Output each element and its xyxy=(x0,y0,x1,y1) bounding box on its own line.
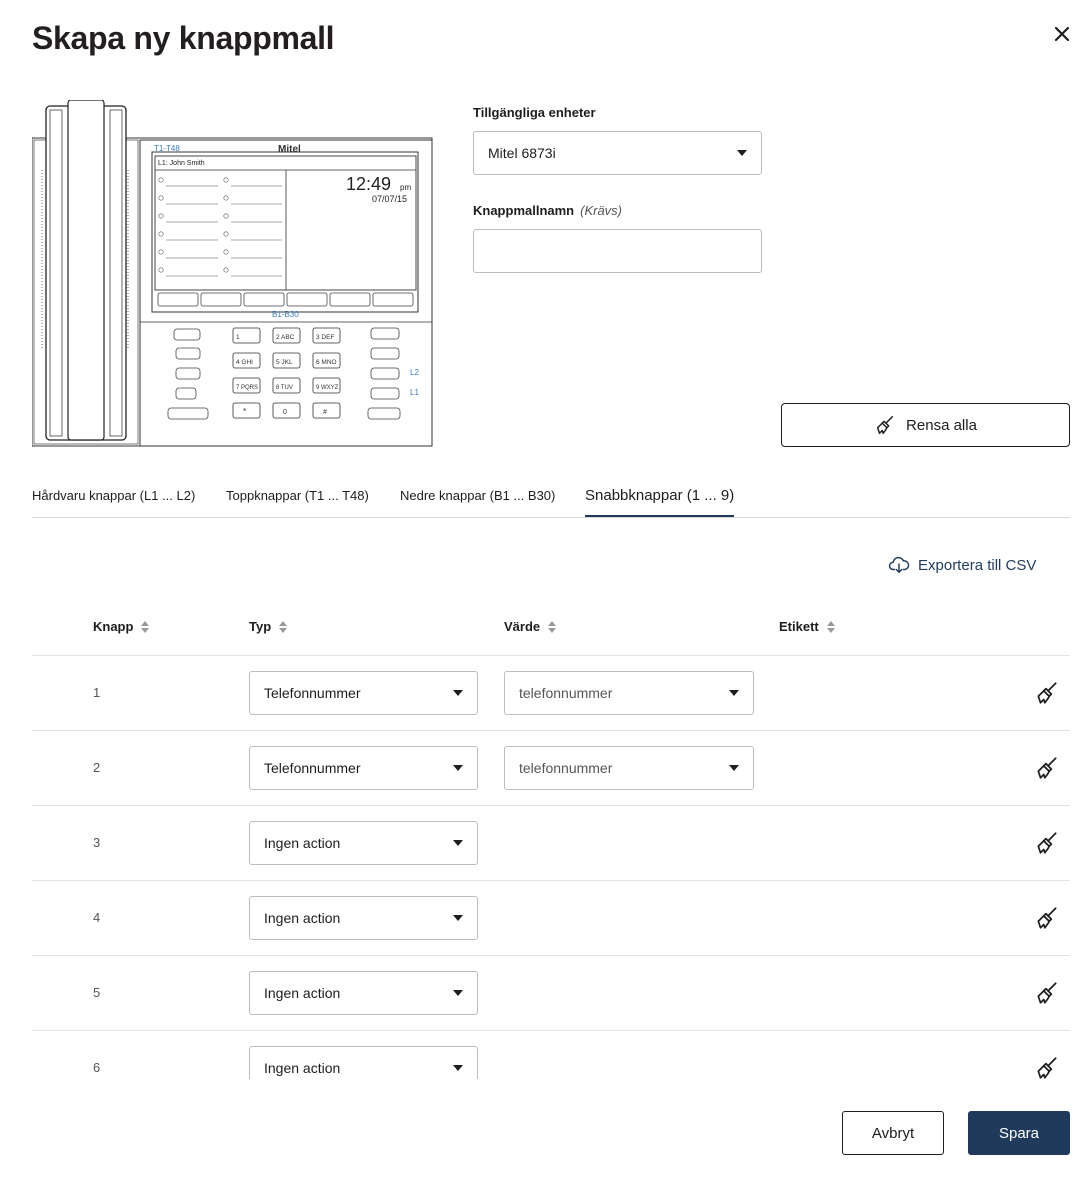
clear-all-label: Rensa alla xyxy=(906,416,977,434)
row-number: 3 xyxy=(93,835,101,850)
phone-key: 3 DEF xyxy=(316,334,335,341)
phone-l2-label: L2 xyxy=(410,368,419,377)
chevron-down-icon xyxy=(453,765,463,771)
row-number: 2 xyxy=(93,760,101,775)
phone-time: 12:49 xyxy=(346,174,392,194)
row-number: 6 xyxy=(93,1060,101,1075)
sort-icon xyxy=(141,621,149,633)
phone-key: 0 xyxy=(283,409,287,416)
type-select-value: Telefonnummer xyxy=(264,685,361,701)
chevron-down-icon xyxy=(729,765,739,771)
chevron-down-icon xyxy=(737,150,747,156)
device-select-value: Mitel 6873i xyxy=(488,145,556,161)
devices-label: Tillgängliga enheter xyxy=(473,105,596,120)
dialog-title: Skapa ny knappmall xyxy=(32,20,335,56)
phone-bottom-label: B1-B30 xyxy=(272,310,299,319)
phone-key: 1 xyxy=(236,334,240,341)
type-select[interactable] xyxy=(249,971,478,1015)
phone-top-label: T1-T48 xyxy=(154,144,180,153)
broom-icon[interactable] xyxy=(1034,905,1060,931)
phone-key: 5 JKL xyxy=(276,359,293,366)
value-select[interactable] xyxy=(504,671,754,715)
chevron-down-icon xyxy=(453,1065,463,1071)
tab-bar xyxy=(32,480,1070,518)
tab-bottom-keys[interactable]: Nedre knappar (B1 ... B30) xyxy=(400,488,556,503)
type-select[interactable] xyxy=(249,1046,478,1079)
export-csv-label: Exportera till CSV xyxy=(918,556,1037,574)
phone-key: 6 MNO xyxy=(316,359,337,366)
column-header-varde[interactable] xyxy=(504,619,556,634)
broom-icon[interactable] xyxy=(1034,755,1060,781)
value-select-value: telefonnummer xyxy=(519,685,613,701)
phone-date: 07/07/15 xyxy=(372,194,408,204)
type-select[interactable] xyxy=(249,746,478,790)
row-number: 1 xyxy=(93,685,101,700)
row-number: 4 xyxy=(93,910,101,925)
table-row xyxy=(32,880,1070,955)
phone-key: * xyxy=(243,407,247,416)
value-select[interactable] xyxy=(504,746,754,790)
broom-icon[interactable] xyxy=(1034,980,1060,1006)
column-header-typ[interactable] xyxy=(249,619,287,634)
template-name-input[interactable] xyxy=(473,229,762,273)
close-icon xyxy=(1054,26,1070,42)
device-select[interactable] xyxy=(473,131,762,175)
type-select-value: Ingen action xyxy=(264,1060,341,1076)
tab-speed-dial[interactable]: Snabbknappar (1 ... 9) xyxy=(585,487,734,517)
row-number: 5 xyxy=(93,985,101,1000)
column-header-label: Knapp xyxy=(93,619,134,634)
table-row xyxy=(32,730,1070,805)
cloud-download-icon xyxy=(888,556,910,574)
close-button[interactable] xyxy=(1048,20,1076,48)
type-select-value: Ingen action xyxy=(264,835,341,851)
sort-icon xyxy=(548,621,556,633)
type-select[interactable] xyxy=(249,821,478,865)
clear-all-button[interactable] xyxy=(781,403,1070,447)
broom-icon[interactable] xyxy=(1034,680,1060,706)
column-header-etikett[interactable] xyxy=(779,619,835,634)
type-select[interactable] xyxy=(249,896,478,940)
phone-illustration xyxy=(32,100,434,448)
table-body[interactable] xyxy=(32,655,1070,1079)
phone-ampm: pm xyxy=(400,183,412,192)
broom-icon[interactable] xyxy=(1034,830,1060,856)
column-header-label: Värde xyxy=(504,619,541,634)
chevron-down-icon xyxy=(453,915,463,921)
template-name-label-text: Knappmallnamn xyxy=(473,203,575,218)
chevron-down-icon xyxy=(453,690,463,696)
column-header-label: Etikett xyxy=(779,619,819,634)
chevron-down-icon xyxy=(729,690,739,696)
broom-icon[interactable] xyxy=(1034,1055,1060,1079)
template-name-label xyxy=(473,203,622,218)
phone-key: 9 WXYZ xyxy=(316,385,339,391)
table-row xyxy=(32,955,1070,1030)
type-select-value: Telefonnummer xyxy=(264,760,361,776)
phone-key: 7 PQRS xyxy=(236,385,259,391)
value-select-value: telefonnummer xyxy=(519,760,613,776)
chevron-down-icon xyxy=(453,840,463,846)
sort-icon xyxy=(279,621,287,633)
phone-brand: Mitel xyxy=(278,144,301,155)
phone-key: 4 GHI xyxy=(236,359,253,366)
chevron-down-icon xyxy=(453,990,463,996)
table-row xyxy=(32,805,1070,880)
phone-l1-label: L1 xyxy=(410,388,419,397)
table-row xyxy=(32,1030,1070,1079)
tab-top-keys[interactable]: Toppknappar (T1 ... T48) xyxy=(226,488,369,503)
phone-key: 8 TUV xyxy=(276,385,293,391)
broom-icon xyxy=(874,414,896,436)
table-row xyxy=(32,655,1070,730)
cancel-button[interactable]: Avbryt xyxy=(842,1111,944,1155)
type-select[interactable] xyxy=(249,671,478,715)
phone-key: 2 ABC xyxy=(276,334,295,341)
sort-icon xyxy=(827,621,835,633)
type-select-value: Ingen action xyxy=(264,985,341,1001)
export-csv-button[interactable] xyxy=(888,556,1036,574)
tab-hardware-keys[interactable]: Hårdvaru knappar (L1 ... L2) xyxy=(32,488,196,503)
column-header-knapp[interactable] xyxy=(93,619,149,634)
type-select-value: Ingen action xyxy=(264,910,341,926)
save-button[interactable]: Spara xyxy=(968,1111,1070,1155)
column-header-label: Typ xyxy=(249,619,272,634)
phone-key: # xyxy=(323,409,327,416)
required-hint: (Krävs) xyxy=(580,203,623,218)
phone-line-label: L1: John Smith xyxy=(158,160,205,167)
